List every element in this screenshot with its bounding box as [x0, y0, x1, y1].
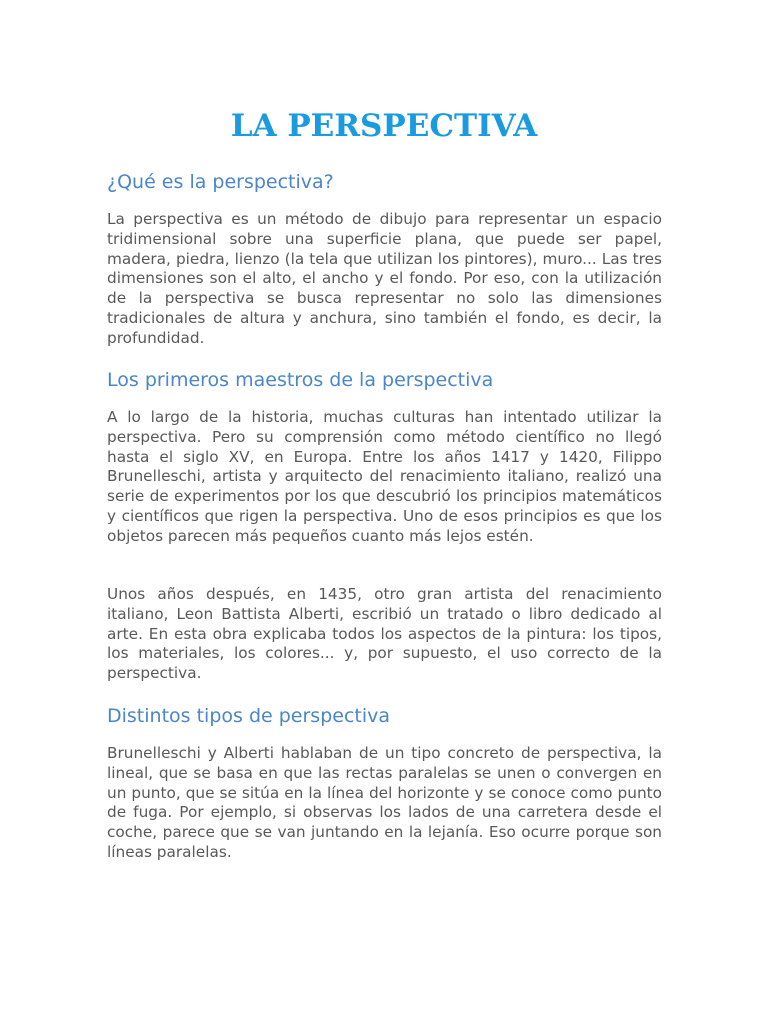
section-paragraph: Brunelleschi y Alberti hablaban de un tipo concreto de perspectiva, la lineal, que se basa en que las rectas paralelas se unen o convergen en un punto, que se sitúa en la línea del horizonte y se conoce como punto de fuga. Por ejemplo, si observas los lados de una carretera desde el coche, parece que se van juntando en la lejanía. Eso ocurre porque son líneas paralelas.	[107, 744, 662, 861]
section-paragraph: La perspectiva es un método de dibujo para representar un espacio tridimensional sobre una superficie plana, que puede ser papel, madera, piedra, lienzo (la tela que utilizan los pintores), muro... Las tres dimensiones son el alto, el ancho y el fondo. Por eso, con la utilización de la perspectiva se busca representar no solo las dimensiones tradicionales de altura y anchura, sino también el fondo, es decir, la profundidad.	[107, 210, 662, 347]
section-paragraph: A lo largo de la historia, muchas culturas han intentado utilizar la perspectiva. Pero su comprensión como método científico no llegó hasta el siglo XV, en Europa. Entre los años 1417 y 1420, Filippo Brunelleschi, artista y arquitecto del renacimiento italiano, realizó una serie de experimentos por los que descubrió los principios matemáticos y científicos que rigen la perspectiva. Uno de esos principios es que los objetos parecen más pequeños cuanto más lejos estén.	[107, 408, 662, 545]
section-heading-primeros-maestros: Los primeros maestros de la perspectiva	[107, 369, 494, 391]
section-heading-que-es: ¿Qué es la perspectiva?	[107, 171, 334, 193]
section-heading-distintos-tipos: Distintos tipos de perspectiva	[107, 705, 391, 727]
document-title: LA PERSPECTIVA	[230, 108, 538, 144]
section-paragraph: Unos años después, en 1435, otro gran artista del renacimiento italiano, Leon Battista Alberti, escribió un tratado o libro dedicado al arte. En esta obra explicaba todos los aspectos de la pintura: los tipos, los materiales, los colores... y, por supuesto, el uso correcto de la perspectiva.	[107, 585, 662, 683]
